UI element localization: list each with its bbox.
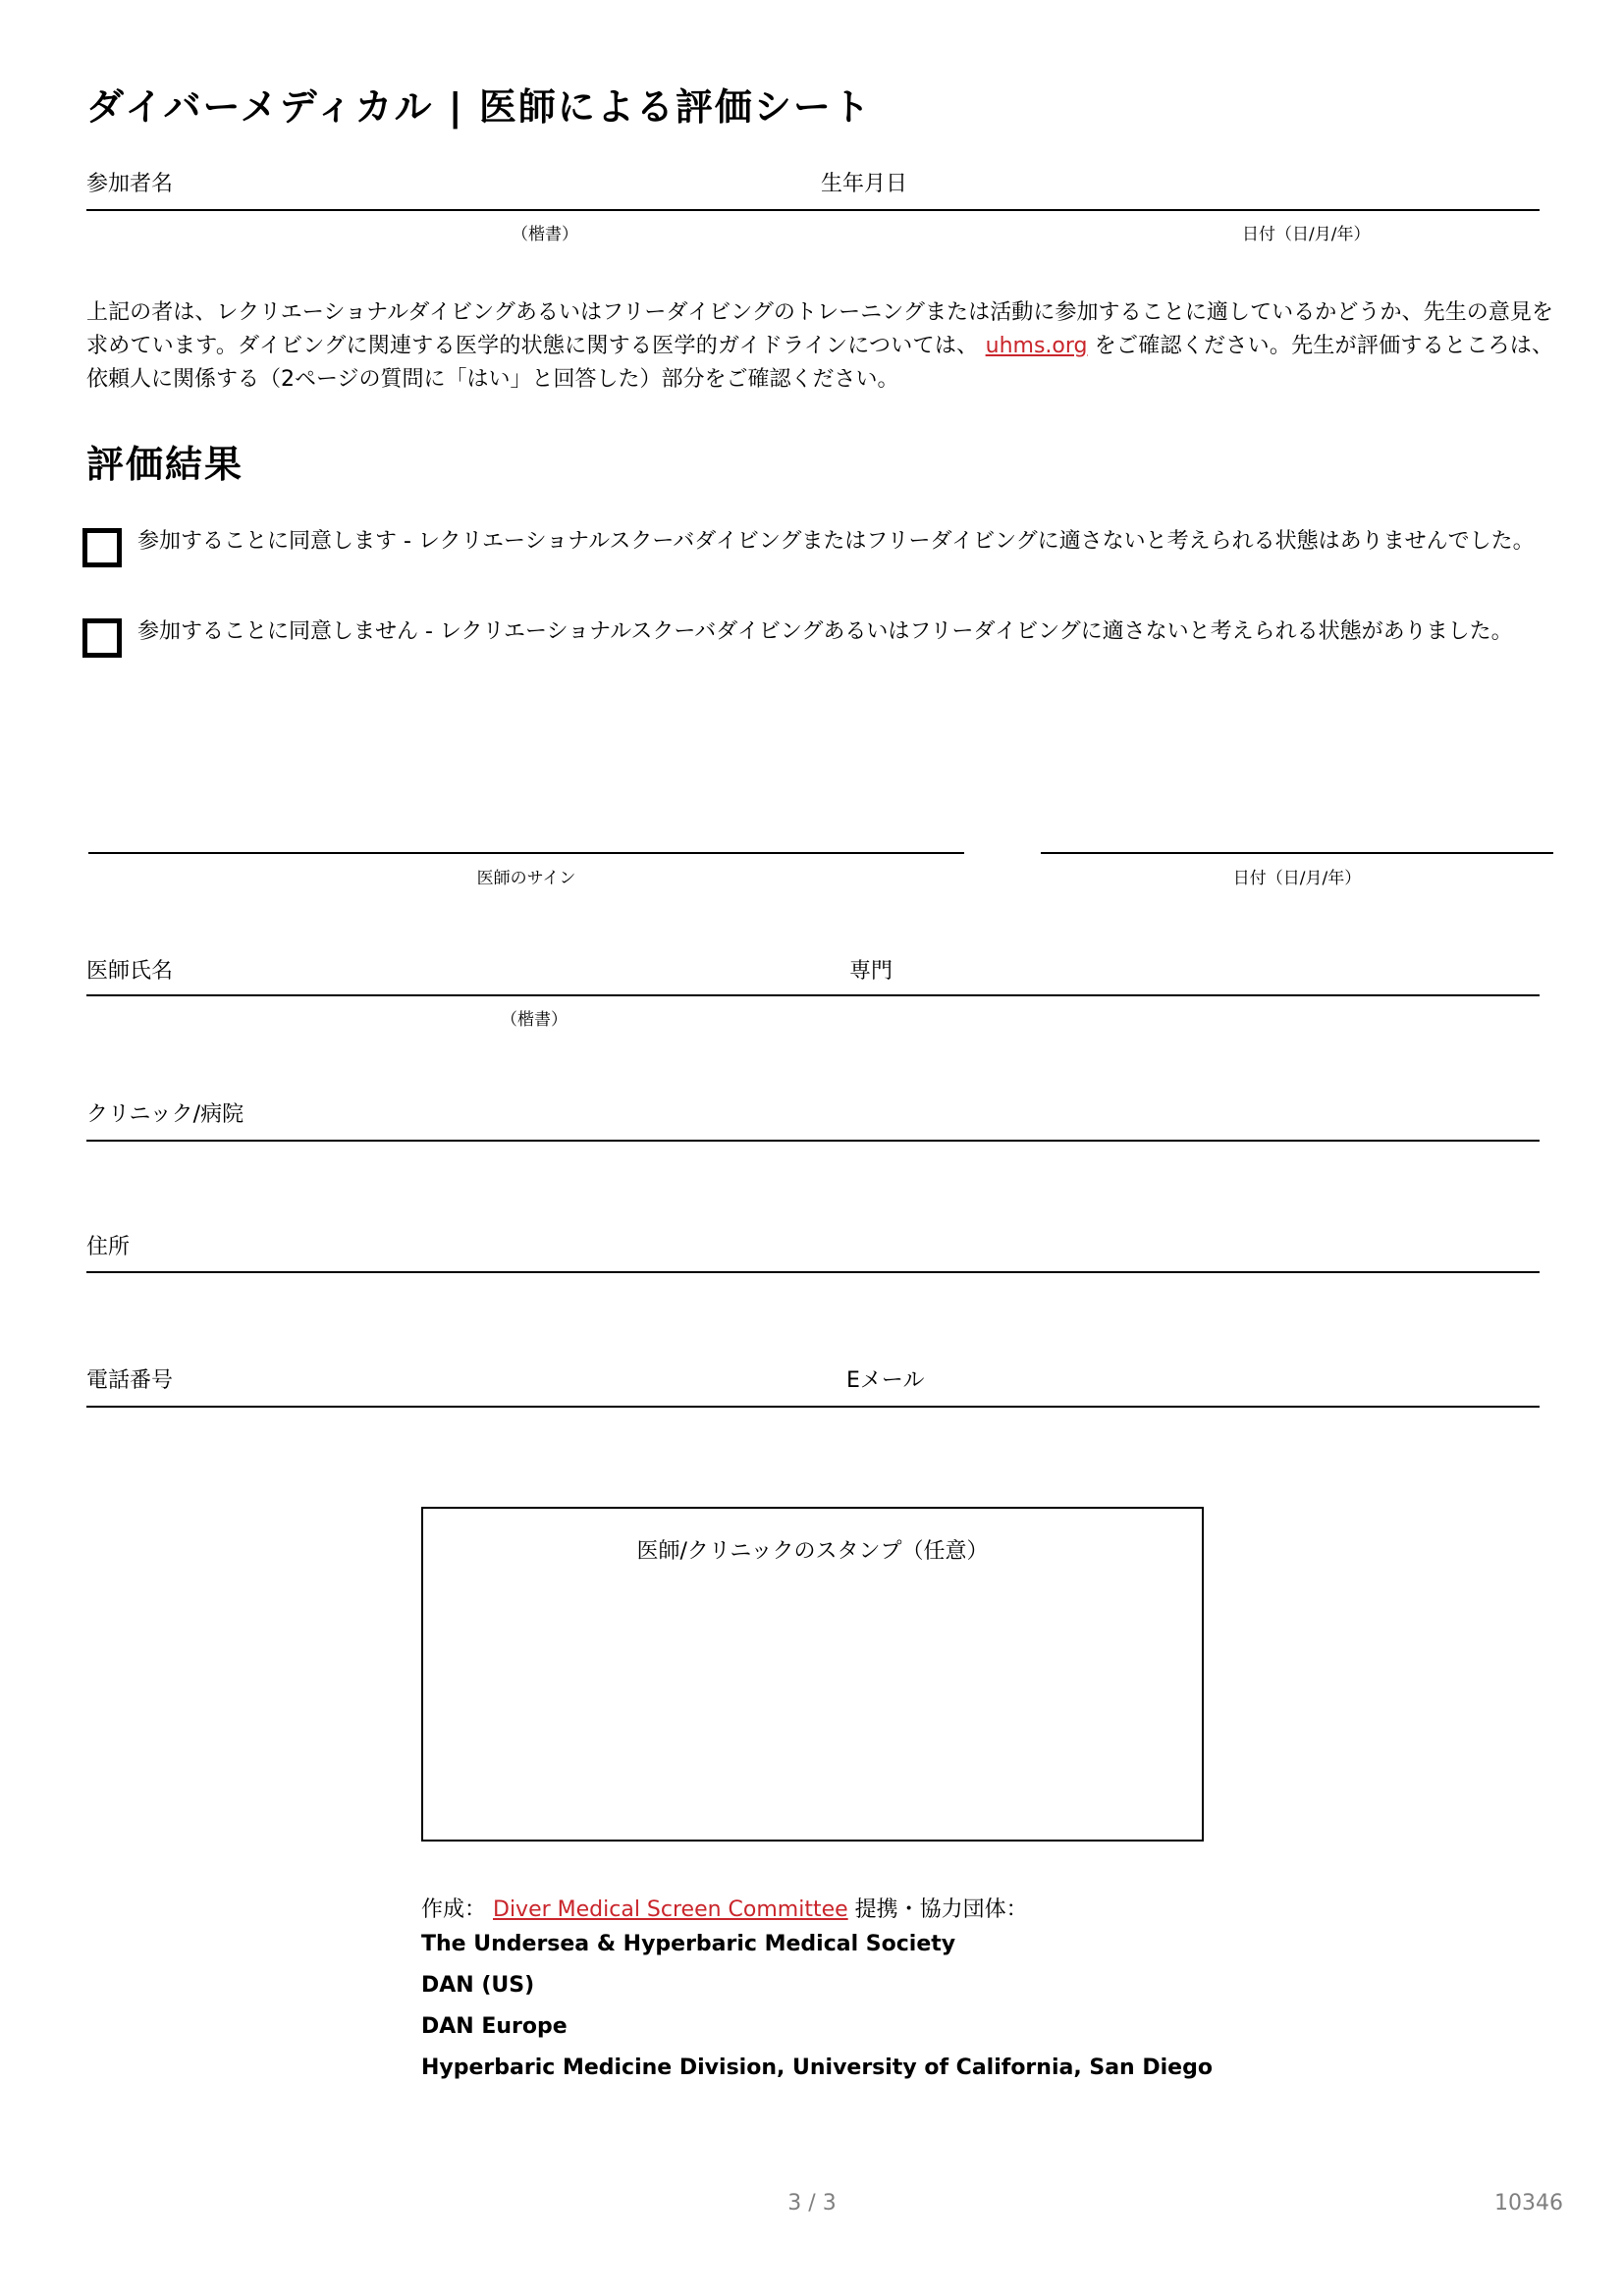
intro-paragraph xyxy=(86,296,1553,397)
kaisho-sublabel: （楷書） xyxy=(512,225,578,244)
page-number: 3 / 3 xyxy=(787,2191,837,2216)
intro-text-before: 上記の者は、レクリエーショナルダイビングあるいはフリーダイビングのトレーニングまたは活動に参加することに適しているかどうか、先生の意見を求めています。ダイビングに関連する医学的状態に関する医学的ガイドラインについては、 xyxy=(86,300,1553,358)
intro-text-after: をご確認ください。先生が評価するところは、依頼人に関係する（2ページの質問に「はい」と回答した）部分をご確認ください。 xyxy=(86,334,1553,392)
signature-date-label: 日付（日/月/年） xyxy=(1232,869,1362,888)
org-name-dan-us: DAN (US) xyxy=(421,1973,535,1998)
phone-label: 電話番号 xyxy=(86,1368,174,1393)
clinic-line xyxy=(86,1140,1540,1142)
stamp-box-label: 医師/クリニックのスタンプ（任意） xyxy=(636,1539,989,1564)
participant-field-line xyxy=(86,209,1540,211)
clinic-label: クリニック/病院 xyxy=(86,1102,244,1127)
decline-checkbox[interactable] xyxy=(82,618,122,658)
stamp-box xyxy=(421,1507,1204,1842)
evaluation-heading: 評価結果 xyxy=(86,443,244,486)
phone-email-line xyxy=(86,1406,1540,1408)
org-name-uhms: The Undersea & Hyperbaric Medical Society xyxy=(421,1932,956,1956)
page-title: ダイバーメディカル | 医師による評価シート xyxy=(86,85,872,129)
email-label: Eメール xyxy=(846,1368,925,1393)
physician-signature-line xyxy=(88,852,964,854)
signature-date-line xyxy=(1041,852,1553,854)
participant-name-label: 参加者名 xyxy=(86,172,174,196)
date-format-sublabel: 日付（日/月/年） xyxy=(1242,225,1371,244)
physician-name-label: 医師氏名 xyxy=(86,959,174,984)
physician-name-sublabel: （楷書） xyxy=(501,1010,568,1030)
org-name-ucsd: Hyperbaric Medicine Division, University of California, San Diego xyxy=(421,2056,1213,2080)
physician-name-line xyxy=(86,994,1540,996)
dob-label: 生年月日 xyxy=(821,172,908,196)
address-line xyxy=(86,1271,1540,1273)
decline-option-label: 参加することに同意しません - レクリエーショナルスクーバダイビングあるいはフリーダイビングに適さないと考えられる状態がありました。 xyxy=(137,619,1513,644)
doc-number: 10346 xyxy=(1494,2191,1563,2216)
approve-option-label: 参加することに同意します - レクリエーショナルスクーバダイビングまたはフリーダイビングに適さないと考えられる状態はありませんでした。 xyxy=(137,529,1535,554)
dmsc-link[interactable]: Diver Medical Screen Committee xyxy=(493,1897,848,1922)
credits-line xyxy=(421,1893,1028,1923)
credits-prefix: 作成： xyxy=(421,1897,493,1922)
address-label: 住所 xyxy=(86,1235,131,1259)
uhms-link[interactable]: uhms.org xyxy=(985,334,1088,358)
approve-checkbox[interactable] xyxy=(82,528,122,567)
physician-signature-label: 医師のサイン xyxy=(476,869,576,888)
specialty-label: 専門 xyxy=(849,959,893,984)
credits-suffix: 提携・協力団体： xyxy=(847,1897,1028,1922)
org-name-dan-europe: DAN Europe xyxy=(421,2014,568,2039)
